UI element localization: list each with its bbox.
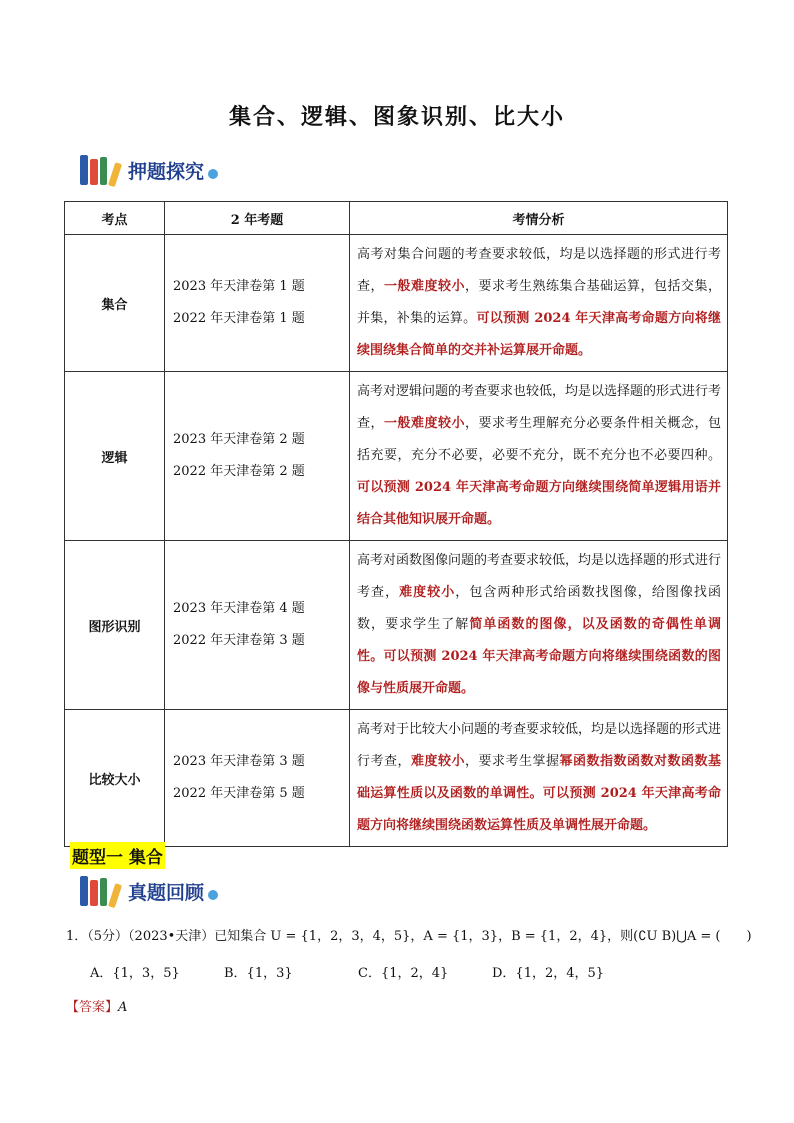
table-header: 考情分析 bbox=[350, 202, 728, 235]
section-label: 押题探究 bbox=[128, 160, 205, 183]
table-row bbox=[65, 710, 728, 847]
exam-cell bbox=[165, 710, 350, 847]
answer-line bbox=[66, 996, 127, 1015]
highlight-text: 一般难度较小 bbox=[384, 416, 465, 431]
topic-cell: 图形识别 bbox=[65, 541, 165, 710]
option-c: C．{1，2，4} bbox=[358, 966, 449, 981]
exam-line: 2023 年天津卷第 3 题 bbox=[173, 754, 305, 769]
books-icon bbox=[78, 153, 122, 187]
table-row bbox=[65, 541, 728, 710]
table-header: 2 年考题 bbox=[165, 202, 350, 235]
highlight-text: 幂函数指数函数对数函数基础运算性质以及函数的单调性。可以预测 2024 年天津高考命题方向将继续围绕函数运算性质及单调性展开命题。 bbox=[357, 754, 721, 833]
option-a: A．{1，3，5} bbox=[90, 966, 180, 981]
exam-cell bbox=[165, 541, 350, 710]
dot-icon bbox=[208, 169, 218, 179]
analysis-text: ，包含两种形式给函数找图像，给图像找函数，要求学生了解 bbox=[357, 585, 721, 632]
question-options bbox=[90, 962, 626, 981]
dot-icon bbox=[208, 890, 218, 900]
topic-cell: 集合 bbox=[65, 235, 165, 372]
analysis-text: ，要求考生理解充分必要条件相关概念，包括充要，充分不必要，必要不充分，既不充分也不必要四种。 bbox=[357, 416, 721, 463]
exam-line: 2023 年天津卷第 2 题 bbox=[173, 432, 305, 447]
table-row bbox=[65, 372, 728, 541]
answer-tag: 【答案】 bbox=[66, 1000, 119, 1015]
section-header-review bbox=[78, 873, 218, 909]
exam-line: 2022 年天津卷第 1 题 bbox=[173, 311, 305, 326]
analysis-cell bbox=[350, 235, 728, 372]
analysis-cell bbox=[350, 372, 728, 541]
document-title: 集合、逻辑、图象识别、比大小 bbox=[228, 105, 565, 130]
highlight-text: 一般难度较小 bbox=[384, 279, 465, 294]
exam-line: 2022 年天津卷第 2 题 bbox=[173, 464, 305, 479]
books-icon bbox=[78, 874, 122, 908]
analysis-table bbox=[64, 201, 728, 847]
option-d: D．{1，2，4，5} bbox=[492, 966, 605, 981]
highlight-text: 难度较小 bbox=[411, 754, 465, 769]
topic-cell: 逻辑 bbox=[65, 372, 165, 541]
analysis-text: 高考对逻辑问题的考查要求也较低，均是以选择题的形式进行考查， bbox=[357, 384, 722, 431]
highlight-text: 可以预测 2024 年天津高考命题方向继续围绕简单逻辑用语并结合其他知识展开命题。 bbox=[357, 480, 721, 527]
table-header: 考点 bbox=[65, 202, 165, 235]
analysis-cell bbox=[350, 710, 728, 847]
answer-value: A bbox=[118, 1000, 128, 1015]
table-row bbox=[65, 235, 728, 372]
analysis-text: ，要求考生掌握 bbox=[465, 754, 560, 769]
analysis-text: 高考对于比较大小问题的考查要求较低，均是以选择题的形式进行考查， bbox=[357, 722, 722, 769]
topic-cell: 比较大小 bbox=[65, 710, 165, 847]
option-b: B．{1，3} bbox=[224, 966, 293, 981]
table-header-row bbox=[65, 202, 728, 235]
section-header-exploration bbox=[78, 152, 218, 188]
exam-line: 2022 年天津卷第 3 题 bbox=[173, 633, 305, 648]
question-type-heading: 题型一 集合 bbox=[70, 842, 165, 869]
highlight-text: 简单函数的图像，以及函数的奇偶性单调性。可以预测 2024 年天津高考命题方向将继续围绕函数的图像与性质展开命题。 bbox=[357, 617, 721, 696]
highlight-text: 难度较小 bbox=[399, 585, 456, 600]
question-text: 1．（5分）（2023•天津）已知集合 U = {1，2，3，4，5}，A = {1，3}，B = {1，2，4}，则(∁U B)⋃A = ( ) bbox=[66, 929, 752, 944]
analysis-text: ，要求考生熟练集合基础运算，包括交集，并集，补集的运算。 bbox=[357, 279, 721, 326]
exam-line: 2023 年天津卷第 4 题 bbox=[173, 601, 305, 616]
exam-cell bbox=[165, 372, 350, 541]
highlight-text: 可以预测 2024 年天津高考命题方向将继续围绕集合简单的交并补运算展开命题。 bbox=[357, 311, 721, 358]
exam-line: 2022 年天津卷第 5 题 bbox=[173, 786, 305, 801]
analysis-text: 高考对函数图像问题的考查要求较低，均是以选择题的形式进行考查， bbox=[357, 553, 722, 600]
analysis-text: 高考对集合问题的考查要求较低，均是以选择题的形式进行考查， bbox=[357, 247, 721, 294]
analysis-cell bbox=[350, 541, 728, 710]
exam-cell bbox=[165, 235, 350, 372]
exam-line: 2023 年天津卷第 1 题 bbox=[173, 279, 305, 294]
section-label: 真题回顾 bbox=[128, 881, 205, 904]
